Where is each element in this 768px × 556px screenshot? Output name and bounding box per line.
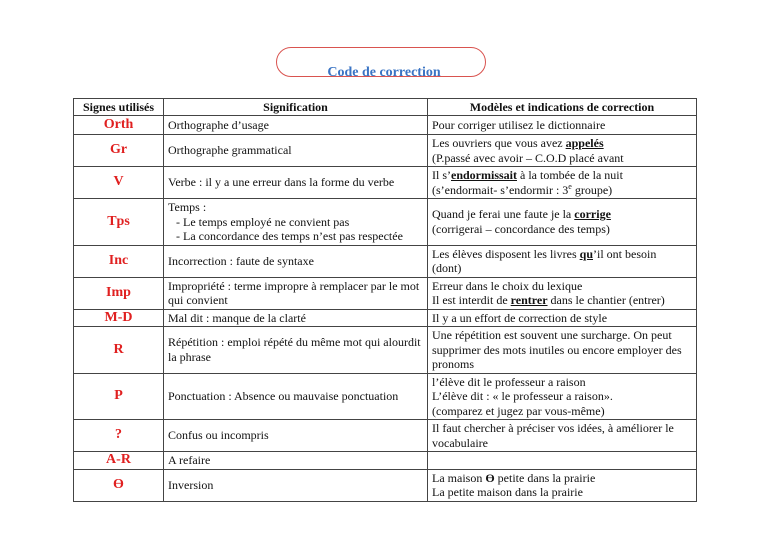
model-line: Quand je ferai une faute je la corrige <box>432 207 611 222</box>
highlighted-error: endormissait <box>451 168 517 182</box>
table-row <box>74 327 697 374</box>
correction-model <box>428 469 697 501</box>
meaning-line: Inversion <box>168 477 214 492</box>
model-line: Erreur dans le choix du lexique <box>432 278 583 293</box>
table-row <box>74 277 697 309</box>
page-title: Code de correction <box>327 65 441 80</box>
highlighted-error: appelés <box>565 136 604 150</box>
correction-code-table <box>73 98 697 502</box>
meaning-line: A refaire <box>168 453 211 467</box>
model-line: l’élève dit le professeur a raison <box>432 374 586 389</box>
sign-meaning <box>164 167 428 199</box>
header-models: Modèles et indications de correction <box>428 99 697 116</box>
header-meaning: Signification <box>164 99 428 116</box>
meaning-line: Confus ou incompris <box>168 428 269 443</box>
model-line: Il s’endormissait à la tombée de la nuit <box>432 168 623 182</box>
meaning-line: Ponctuation : Absence ou mauvaise ponctuation <box>168 389 399 403</box>
table-row <box>74 167 697 199</box>
table-body <box>74 116 697 502</box>
sign-meaning <box>164 135 428 167</box>
meaning-line: Orthographe grammatical <box>168 143 292 158</box>
model-line: (s’endormait- s’endormir : 3e groupe) <box>432 181 613 197</box>
correction-sign: M-D <box>74 309 164 327</box>
correction-sign: Tps <box>74 199 164 246</box>
correction-sign: P <box>74 373 164 420</box>
highlighted-error: qu <box>579 246 593 261</box>
sign-meaning <box>164 373 428 420</box>
model-line: Les ouvriers que vous avez appelés <box>432 136 604 150</box>
table-row <box>74 116 697 135</box>
correction-sign: Inc <box>74 245 164 277</box>
model-line: Les élèves disposent les livres qu’il ont besoin <box>432 246 657 261</box>
correction-model <box>428 135 697 167</box>
sign-meaning <box>164 245 428 277</box>
model-line: La maison Ө petite dans la prairie <box>432 470 596 485</box>
correction-sign: Ө <box>74 469 164 501</box>
correction-model <box>428 420 697 452</box>
correction-model <box>428 327 697 374</box>
meaning-line: Incorrection : faute de syntaxe <box>168 253 314 268</box>
correction-model <box>428 245 697 277</box>
table-row <box>74 452 697 470</box>
meaning-line: Verbe : il y a une erreur dans la forme du verbe <box>168 175 395 190</box>
meaning-line: - Le temps employé ne convient pas <box>176 214 350 229</box>
model-line: (P.passé avec avoir – C.O.D placé avant <box>432 150 624 165</box>
model-line: (comparez et jugez par vous-même) <box>432 403 605 418</box>
model-line: (dont) <box>432 261 462 275</box>
sign-meaning <box>164 327 428 374</box>
model-line: La petite maison dans la prairie <box>432 485 583 499</box>
correction-model <box>428 116 697 135</box>
correction-sign: R <box>74 327 164 374</box>
model-line: Il y a un effort de correction de style <box>432 310 608 325</box>
highlighted-error: corrige <box>574 207 611 222</box>
correction-sign: ? <box>74 420 164 452</box>
superscript: e <box>568 181 572 191</box>
meaning-line: Répétition : emploi répété du même mot qui alourdit la phrase <box>168 335 421 364</box>
sign-meaning <box>164 452 428 470</box>
model-line: (corrigerai – concordance des temps) <box>432 221 610 236</box>
correction-sign: A-R <box>74 452 164 470</box>
model-line: Il faut chercher à préciser vos idées, à améliorer le vocabulaire <box>432 421 674 450</box>
sign-meaning <box>164 199 428 246</box>
correction-model <box>428 373 697 420</box>
correction-sign: Orth <box>74 116 164 135</box>
table-row <box>74 135 697 167</box>
correction-model <box>428 452 697 470</box>
meaning-line: - La concordance des temps n’est pas respectée <box>176 229 403 243</box>
meaning-line: Temps : <box>168 200 207 214</box>
sign-meaning <box>164 116 428 135</box>
sign-meaning <box>164 277 428 309</box>
meaning-line: Impropriété : terme impropre à remplacer par le mot qui convient <box>168 278 420 307</box>
table-row <box>74 373 697 420</box>
correction-sign: V <box>74 167 164 199</box>
correction-sign: Gr <box>74 135 164 167</box>
correction-model <box>428 277 697 309</box>
sign-meaning <box>164 420 428 452</box>
table-row <box>74 420 697 452</box>
table-row <box>74 199 697 246</box>
model-line: L’élève dit : « le professeur a raison». <box>432 389 613 403</box>
correction-model <box>428 167 697 199</box>
correction-model <box>428 199 697 246</box>
sign-meaning <box>164 309 428 327</box>
meaning-line: Mal dit : manque de la clarté <box>168 310 306 325</box>
model-line: Une répétition est souvent une surcharge. On peut supprimer des mots inutiles ou encore employer des pronoms <box>432 328 682 371</box>
correction-sign: Imp <box>74 277 164 309</box>
model-line: Pour corriger utilisez le dictionnaire <box>432 117 606 132</box>
inversion-symbol: Ө <box>485 470 495 485</box>
correction-model <box>428 309 697 327</box>
meaning-line: Orthographe d’usage <box>168 117 269 132</box>
highlighted-error: rentrer <box>510 293 548 307</box>
sign-meaning <box>164 469 428 501</box>
table-row <box>74 469 697 501</box>
model-line: Il est interdit de rentrer dans le chantier (entrer) <box>432 293 665 307</box>
table-header-row <box>74 99 697 116</box>
table-row <box>74 309 697 327</box>
table-row <box>74 245 697 277</box>
header-signs: Signes utilisés <box>74 99 164 116</box>
